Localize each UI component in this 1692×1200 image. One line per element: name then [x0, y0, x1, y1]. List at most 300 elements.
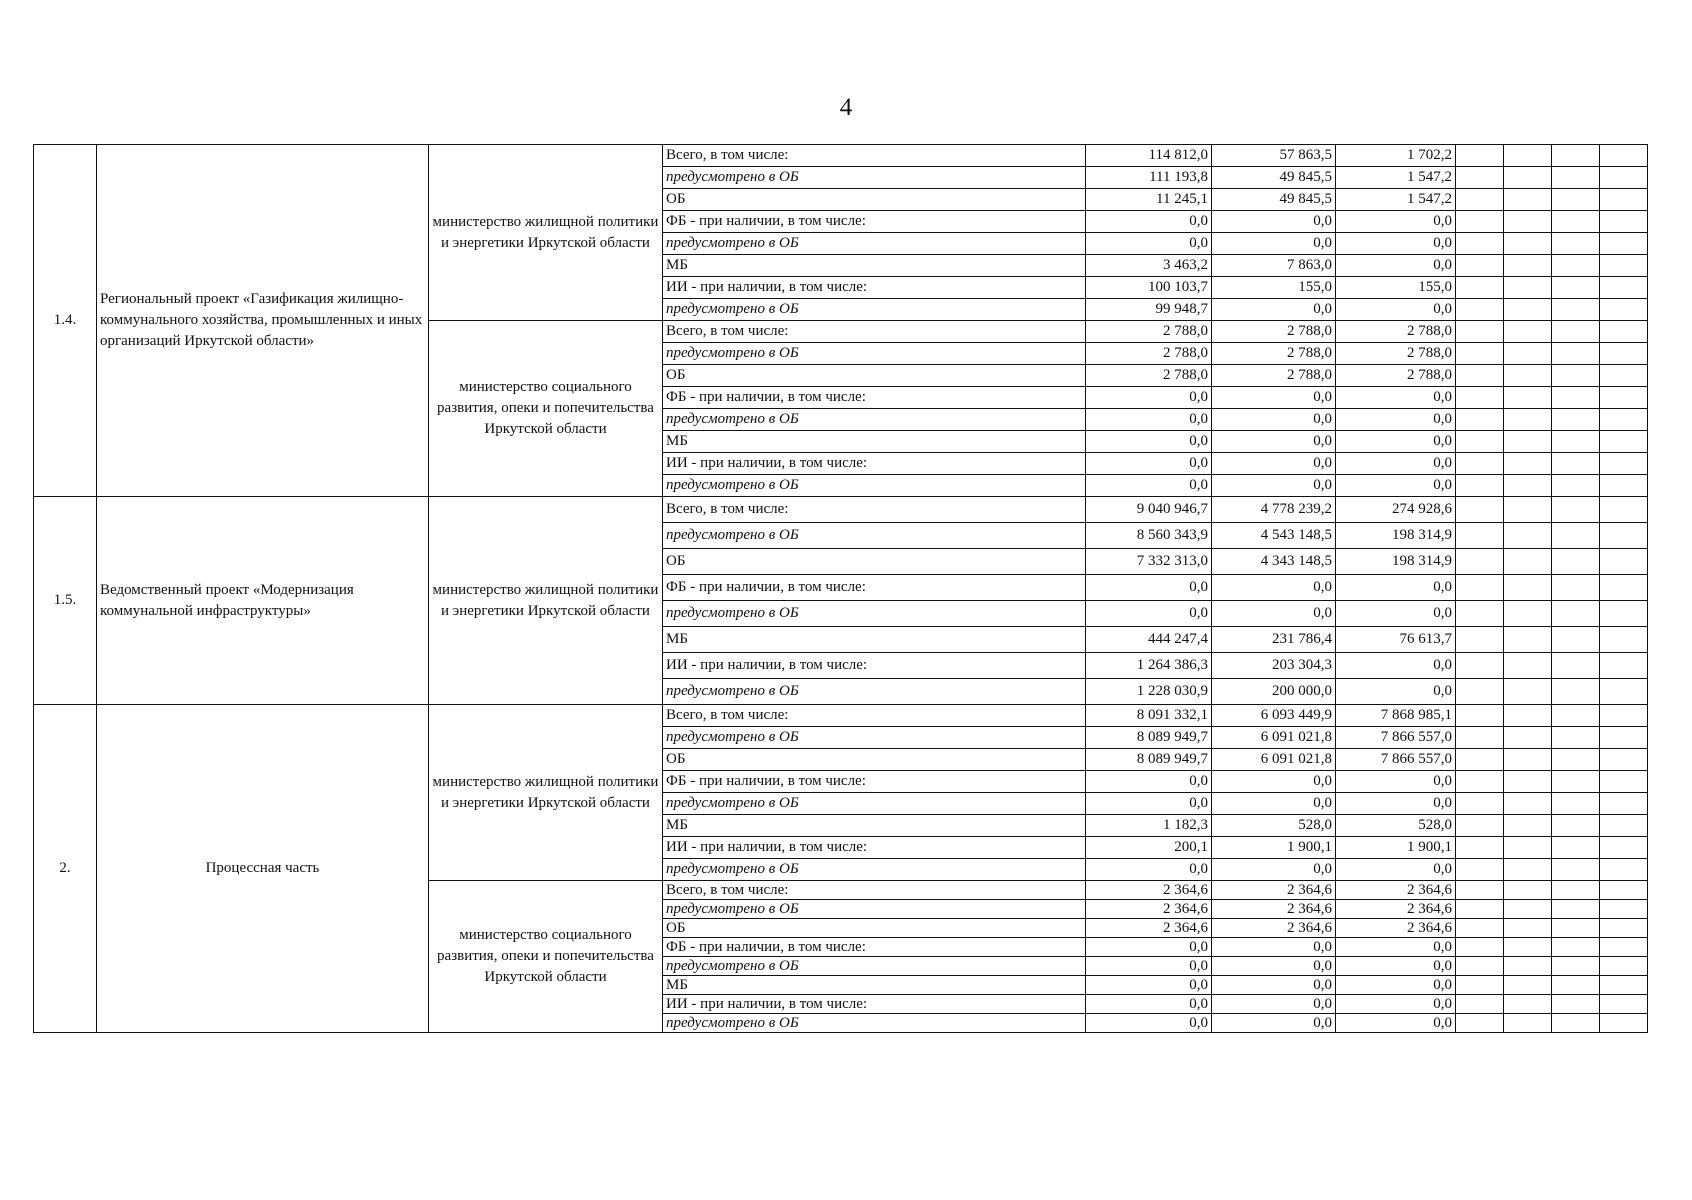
- empty-cell: [1552, 793, 1600, 815]
- empty-cell: [1456, 167, 1504, 189]
- amount-cell: 2 364,6: [1086, 919, 1212, 938]
- empty-cell: [1504, 365, 1552, 387]
- empty-cell: [1600, 837, 1648, 859]
- empty-cell: [1552, 749, 1600, 771]
- amount-cell: 0,0: [1336, 387, 1456, 409]
- amount-cell: 0,0: [1086, 859, 1212, 881]
- amount-cell: 0,0: [1212, 957, 1336, 976]
- amount-cell: 0,0: [1336, 976, 1456, 995]
- amount-cell: 1 547,2: [1336, 167, 1456, 189]
- amount-cell: 0,0: [1336, 409, 1456, 431]
- amount-cell: 2 364,6: [1212, 919, 1336, 938]
- amount-cell: 0,0: [1086, 475, 1212, 497]
- amount-cell: 2 364,6: [1086, 881, 1212, 900]
- amount-cell: 9 040 946,7: [1086, 497, 1212, 523]
- empty-cell: [1552, 679, 1600, 705]
- amount-cell: 11 245,1: [1086, 189, 1212, 211]
- empty-cell: [1504, 705, 1552, 727]
- empty-cell: [1504, 900, 1552, 919]
- funding-source-label: предусмотрено в ОБ: [663, 233, 1086, 255]
- amount-cell: 0,0: [1086, 771, 1212, 793]
- empty-cell: [1552, 627, 1600, 653]
- empty-cell: [1600, 321, 1648, 343]
- funding-source-label: предусмотрено в ОБ: [663, 475, 1086, 497]
- empty-cell: [1600, 409, 1648, 431]
- empty-cell: [1456, 881, 1504, 900]
- amount-cell: 4 343 148,5: [1212, 549, 1336, 575]
- empty-cell: [1600, 900, 1648, 919]
- empty-cell: [1456, 653, 1504, 679]
- empty-cell: [1456, 976, 1504, 995]
- empty-cell: [1552, 549, 1600, 575]
- amount-cell: 3 463,2: [1086, 255, 1212, 277]
- funding-source-label: МБ: [663, 976, 1086, 995]
- empty-cell: [1504, 255, 1552, 277]
- amount-cell: 4 543 148,5: [1212, 523, 1336, 549]
- amount-cell: 0,0: [1336, 859, 1456, 881]
- amount-cell: 2 788,0: [1212, 321, 1336, 343]
- empty-cell: [1600, 815, 1648, 837]
- funding-source-label: ФБ - при наличии, в том числе:: [663, 211, 1086, 233]
- funding-source-label: предусмотрено в ОБ: [663, 409, 1086, 431]
- funding-source-label: предусмотрено в ОБ: [663, 900, 1086, 919]
- empty-cell: [1552, 815, 1600, 837]
- funding-source-label: предусмотрено в ОБ: [663, 523, 1086, 549]
- amount-cell: 0,0: [1212, 575, 1336, 601]
- amount-cell: 8 089 949,7: [1086, 727, 1212, 749]
- amount-cell: 2 788,0: [1086, 343, 1212, 365]
- amount-cell: 0,0: [1086, 957, 1212, 976]
- funding-source-label: предусмотрено в ОБ: [663, 679, 1086, 705]
- funding-source-label: ОБ: [663, 365, 1086, 387]
- empty-cell: [1600, 299, 1648, 321]
- amount-cell: 155,0: [1212, 277, 1336, 299]
- empty-cell: [1504, 409, 1552, 431]
- amount-cell: 0,0: [1212, 431, 1336, 453]
- empty-cell: [1552, 233, 1600, 255]
- amount-cell: 0,0: [1336, 601, 1456, 627]
- empty-cell: [1600, 957, 1648, 976]
- amount-cell: 2 788,0: [1086, 365, 1212, 387]
- empty-cell: [1456, 321, 1504, 343]
- empty-cell: [1504, 299, 1552, 321]
- empty-cell: [1456, 211, 1504, 233]
- amount-cell: 1 702,2: [1336, 145, 1456, 167]
- empty-cell: [1504, 453, 1552, 475]
- empty-cell: [1600, 453, 1648, 475]
- empty-cell: [1600, 211, 1648, 233]
- empty-cell: [1552, 881, 1600, 900]
- empty-cell: [1600, 705, 1648, 727]
- amount-cell: 200 000,0: [1212, 679, 1336, 705]
- amount-cell: 0,0: [1336, 793, 1456, 815]
- empty-cell: [1456, 365, 1504, 387]
- empty-cell: [1456, 793, 1504, 815]
- empty-cell: [1456, 815, 1504, 837]
- empty-cell: [1600, 976, 1648, 995]
- funding-source-label: предусмотрено в ОБ: [663, 793, 1086, 815]
- funding-source-label: ИИ - при наличии, в том числе:: [663, 453, 1086, 475]
- empty-cell: [1552, 167, 1600, 189]
- empty-cell: [1504, 859, 1552, 881]
- empty-cell: [1504, 771, 1552, 793]
- amount-cell: 76 613,7: [1336, 627, 1456, 653]
- amount-cell: 0,0: [1086, 976, 1212, 995]
- funding-source-label: ИИ - при наличии, в том числе:: [663, 277, 1086, 299]
- empty-cell: [1456, 749, 1504, 771]
- empty-cell: [1456, 523, 1504, 549]
- empty-cell: [1552, 995, 1600, 1014]
- amount-cell: 0,0: [1086, 995, 1212, 1014]
- section-name: Региональный проект «Газификация жилищно-коммунального хозяйства, промышленных и иных организаций Иркутской области»: [97, 145, 429, 497]
- empty-cell: [1600, 771, 1648, 793]
- empty-cell: [1600, 601, 1648, 627]
- amount-cell: 0,0: [1086, 387, 1212, 409]
- amount-cell: 2 364,6: [1212, 881, 1336, 900]
- empty-cell: [1552, 145, 1600, 167]
- amount-cell: 2 788,0: [1336, 343, 1456, 365]
- amount-cell: 1 182,3: [1086, 815, 1212, 837]
- empty-cell: [1504, 343, 1552, 365]
- amount-cell: 0,0: [1086, 211, 1212, 233]
- empty-cell: [1552, 938, 1600, 957]
- funding-source-label: ОБ: [663, 749, 1086, 771]
- amount-cell: 6 091 021,8: [1212, 727, 1336, 749]
- amount-cell: 2 364,6: [1336, 919, 1456, 938]
- empty-cell: [1504, 793, 1552, 815]
- empty-cell: [1552, 837, 1600, 859]
- section-number: 1.5.: [34, 497, 97, 705]
- amount-cell: 0,0: [1336, 475, 1456, 497]
- funding-source-label: МБ: [663, 431, 1086, 453]
- funding-source-label: Всего, в том числе:: [663, 321, 1086, 343]
- amount-cell: 49 845,5: [1212, 189, 1336, 211]
- executor-name: министерство социального развития, опеки и попечительства Иркутской области: [429, 321, 663, 497]
- amount-cell: 1 228 030,9: [1086, 679, 1212, 705]
- empty-cell: [1600, 575, 1648, 601]
- funding-source-label: предусмотрено в ОБ: [663, 957, 1086, 976]
- empty-cell: [1504, 727, 1552, 749]
- amount-cell: 0,0: [1086, 601, 1212, 627]
- amount-cell: 4 778 239,2: [1212, 497, 1336, 523]
- amount-cell: 528,0: [1212, 815, 1336, 837]
- empty-cell: [1600, 653, 1648, 679]
- empty-cell: [1600, 919, 1648, 938]
- amount-cell: 274 928,6: [1336, 497, 1456, 523]
- amount-cell: 155,0: [1336, 277, 1456, 299]
- empty-cell: [1552, 497, 1600, 523]
- amount-cell: 7 863,0: [1212, 255, 1336, 277]
- section-number: 2.: [34, 705, 97, 1033]
- amount-cell: 0,0: [1336, 679, 1456, 705]
- amount-cell: 200,1: [1086, 837, 1212, 859]
- empty-cell: [1552, 727, 1600, 749]
- amount-cell: 0,0: [1336, 453, 1456, 475]
- executor-name: министерство жилищной политики и энергетики Иркутской области: [429, 145, 663, 321]
- empty-cell: [1456, 497, 1504, 523]
- empty-cell: [1552, 653, 1600, 679]
- amount-cell: 0,0: [1212, 995, 1336, 1014]
- amount-cell: 6 093 449,9: [1212, 705, 1336, 727]
- funding-source-label: ОБ: [663, 549, 1086, 575]
- empty-cell: [1456, 957, 1504, 976]
- amount-cell: 7 332 313,0: [1086, 549, 1212, 575]
- budget-table-body: [34, 145, 1648, 1033]
- empty-cell: [1552, 409, 1600, 431]
- empty-cell: [1552, 771, 1600, 793]
- empty-cell: [1552, 957, 1600, 976]
- empty-cell: [1504, 211, 1552, 233]
- amount-cell: 0,0: [1086, 1014, 1212, 1033]
- amount-cell: 0,0: [1212, 859, 1336, 881]
- amount-cell: 0,0: [1212, 453, 1336, 475]
- table-row: [34, 497, 1648, 523]
- funding-source-label: ИИ - при наличии, в том числе:: [663, 995, 1086, 1014]
- empty-cell: [1456, 343, 1504, 365]
- empty-cell: [1456, 453, 1504, 475]
- page-number: 4: [839, 94, 853, 121]
- empty-cell: [1504, 189, 1552, 211]
- amount-cell: 0,0: [1086, 575, 1212, 601]
- amount-cell: 0,0: [1212, 475, 1336, 497]
- empty-cell: [1600, 343, 1648, 365]
- executor-name: министерство жилищной политики и энергетики Иркутской области: [429, 497, 663, 705]
- empty-cell: [1552, 189, 1600, 211]
- empty-cell: [1504, 653, 1552, 679]
- empty-cell: [1600, 727, 1648, 749]
- empty-cell: [1456, 859, 1504, 881]
- amount-cell: 528,0: [1336, 815, 1456, 837]
- empty-cell: [1456, 299, 1504, 321]
- empty-cell: [1504, 627, 1552, 653]
- empty-cell: [1456, 277, 1504, 299]
- empty-cell: [1456, 601, 1504, 627]
- amount-cell: 0,0: [1212, 793, 1336, 815]
- amount-cell: 100 103,7: [1086, 277, 1212, 299]
- amount-cell: 0,0: [1212, 211, 1336, 233]
- empty-cell: [1456, 233, 1504, 255]
- amount-cell: 0,0: [1086, 431, 1212, 453]
- empty-cell: [1456, 1014, 1504, 1033]
- empty-cell: [1552, 976, 1600, 995]
- amount-cell: 2 364,6: [1336, 900, 1456, 919]
- amount-cell: 0,0: [1086, 233, 1212, 255]
- amount-cell: 203 304,3: [1212, 653, 1336, 679]
- amount-cell: 8 091 332,1: [1086, 705, 1212, 727]
- empty-cell: [1504, 431, 1552, 453]
- amount-cell: 0,0: [1086, 793, 1212, 815]
- funding-source-label: предусмотрено в ОБ: [663, 601, 1086, 627]
- empty-cell: [1504, 749, 1552, 771]
- executor-name: министерство жилищной политики и энергетики Иркутской области: [429, 705, 663, 881]
- empty-cell: [1552, 211, 1600, 233]
- executor-name: министерство социального развития, опеки и попечительства Иркутской области: [429, 881, 663, 1033]
- empty-cell: [1600, 277, 1648, 299]
- amount-cell: 57 863,5: [1212, 145, 1336, 167]
- amount-cell: 231 786,4: [1212, 627, 1336, 653]
- empty-cell: [1600, 859, 1648, 881]
- funding-source-label: ФБ - при наличии, в том числе:: [663, 575, 1086, 601]
- empty-cell: [1504, 387, 1552, 409]
- empty-cell: [1552, 919, 1600, 938]
- empty-cell: [1456, 575, 1504, 601]
- empty-cell: [1552, 900, 1600, 919]
- amount-cell: 0,0: [1336, 233, 1456, 255]
- empty-cell: [1600, 431, 1648, 453]
- amount-cell: 0,0: [1212, 601, 1336, 627]
- amount-cell: 0,0: [1212, 299, 1336, 321]
- empty-cell: [1552, 705, 1600, 727]
- amount-cell: 0,0: [1212, 771, 1336, 793]
- funding-source-label: предусмотрено в ОБ: [663, 859, 1086, 881]
- empty-cell: [1552, 365, 1600, 387]
- empty-cell: [1504, 881, 1552, 900]
- empty-cell: [1504, 976, 1552, 995]
- amount-cell: 0,0: [1336, 995, 1456, 1014]
- empty-cell: [1456, 409, 1504, 431]
- empty-cell: [1456, 771, 1504, 793]
- amount-cell: 0,0: [1086, 453, 1212, 475]
- amount-cell: 1 547,2: [1336, 189, 1456, 211]
- empty-cell: [1456, 705, 1504, 727]
- section-name: Ведомственный проект «Модернизация коммунальной инфраструктуры»: [97, 497, 429, 705]
- amount-cell: 49 845,5: [1212, 167, 1336, 189]
- funding-source-label: предусмотрено в ОБ: [663, 1014, 1086, 1033]
- empty-cell: [1504, 523, 1552, 549]
- empty-cell: [1456, 431, 1504, 453]
- amount-cell: 0,0: [1336, 299, 1456, 321]
- empty-cell: [1600, 881, 1648, 900]
- funding-source-label: ИИ - при наличии, в том числе:: [663, 653, 1086, 679]
- empty-cell: [1456, 995, 1504, 1014]
- amount-cell: 2 788,0: [1212, 343, 1336, 365]
- empty-cell: [1504, 815, 1552, 837]
- amount-cell: 2 788,0: [1086, 321, 1212, 343]
- funding-source-label: Всего, в том числе:: [663, 881, 1086, 900]
- amount-cell: 1 900,1: [1212, 837, 1336, 859]
- amount-cell: 0,0: [1212, 409, 1336, 431]
- empty-cell: [1600, 255, 1648, 277]
- amount-cell: 2 364,6: [1086, 900, 1212, 919]
- amount-cell: 0,0: [1212, 976, 1336, 995]
- empty-cell: [1456, 549, 1504, 575]
- funding-source-label: ФБ - при наличии, в том числе:: [663, 938, 1086, 957]
- empty-cell: [1504, 233, 1552, 255]
- amount-cell: 99 948,7: [1086, 299, 1212, 321]
- empty-cell: [1600, 995, 1648, 1014]
- empty-cell: [1456, 475, 1504, 497]
- empty-cell: [1600, 189, 1648, 211]
- empty-cell: [1456, 145, 1504, 167]
- empty-cell: [1552, 453, 1600, 475]
- empty-cell: [1600, 497, 1648, 523]
- empty-cell: [1504, 277, 1552, 299]
- empty-cell: [1600, 475, 1648, 497]
- empty-cell: [1504, 575, 1552, 601]
- amount-cell: 0,0: [1212, 1014, 1336, 1033]
- empty-cell: [1552, 859, 1600, 881]
- funding-source-label: Всего, в том числе:: [663, 145, 1086, 167]
- empty-cell: [1552, 431, 1600, 453]
- amount-cell: 2 364,6: [1336, 881, 1456, 900]
- empty-cell: [1600, 145, 1648, 167]
- empty-cell: [1600, 627, 1648, 653]
- amount-cell: 0,0: [1212, 938, 1336, 957]
- empty-cell: [1600, 679, 1648, 705]
- empty-cell: [1552, 255, 1600, 277]
- amount-cell: 0,0: [1336, 575, 1456, 601]
- amount-cell: 198 314,9: [1336, 549, 1456, 575]
- amount-cell: 0,0: [1336, 431, 1456, 453]
- amount-cell: 0,0: [1336, 771, 1456, 793]
- amount-cell: 7 866 557,0: [1336, 727, 1456, 749]
- amount-cell: 0,0: [1212, 233, 1336, 255]
- empty-cell: [1552, 321, 1600, 343]
- empty-cell: [1600, 365, 1648, 387]
- empty-cell: [1552, 299, 1600, 321]
- funding-source-label: предусмотрено в ОБ: [663, 167, 1086, 189]
- empty-cell: [1504, 679, 1552, 705]
- empty-cell: [1552, 343, 1600, 365]
- empty-cell: [1456, 387, 1504, 409]
- empty-cell: [1456, 627, 1504, 653]
- amount-cell: 7 868 985,1: [1336, 705, 1456, 727]
- empty-cell: [1552, 523, 1600, 549]
- empty-cell: [1552, 475, 1600, 497]
- empty-cell: [1600, 549, 1648, 575]
- amount-cell: 0,0: [1336, 938, 1456, 957]
- funding-source-label: ОБ: [663, 189, 1086, 211]
- empty-cell: [1456, 255, 1504, 277]
- budget-table: [33, 144, 1648, 1033]
- funding-source-label: ОБ: [663, 919, 1086, 938]
- empty-cell: [1552, 1014, 1600, 1033]
- empty-cell: [1504, 837, 1552, 859]
- empty-cell: [1600, 167, 1648, 189]
- funding-source-label: МБ: [663, 815, 1086, 837]
- section-number: 1.4.: [34, 145, 97, 497]
- empty-cell: [1552, 387, 1600, 409]
- empty-cell: [1504, 475, 1552, 497]
- funding-source-label: предусмотрено в ОБ: [663, 727, 1086, 749]
- funding-source-label: предусмотрено в ОБ: [663, 299, 1086, 321]
- amount-cell: 0,0: [1336, 255, 1456, 277]
- empty-cell: [1600, 523, 1648, 549]
- amount-cell: 114 812,0: [1086, 145, 1212, 167]
- amount-cell: 1 900,1: [1336, 837, 1456, 859]
- empty-cell: [1600, 233, 1648, 255]
- empty-cell: [1456, 727, 1504, 749]
- funding-source-label: предусмотрено в ОБ: [663, 343, 1086, 365]
- amount-cell: 2 788,0: [1336, 321, 1456, 343]
- empty-cell: [1456, 938, 1504, 957]
- funding-source-label: Всего, в том числе:: [663, 497, 1086, 523]
- empty-cell: [1600, 749, 1648, 771]
- amount-cell: 0,0: [1336, 211, 1456, 233]
- amount-cell: 0,0: [1336, 653, 1456, 679]
- amount-cell: 8 089 949,7: [1086, 749, 1212, 771]
- amount-cell: 1 264 386,3: [1086, 653, 1212, 679]
- empty-cell: [1600, 938, 1648, 957]
- table-row: [34, 705, 1648, 727]
- empty-cell: [1456, 900, 1504, 919]
- funding-source-label: ИИ - при наличии, в том числе:: [663, 837, 1086, 859]
- empty-cell: [1600, 387, 1648, 409]
- empty-cell: [1504, 321, 1552, 343]
- empty-cell: [1504, 145, 1552, 167]
- empty-cell: [1456, 189, 1504, 211]
- amount-cell: 2 788,0: [1336, 365, 1456, 387]
